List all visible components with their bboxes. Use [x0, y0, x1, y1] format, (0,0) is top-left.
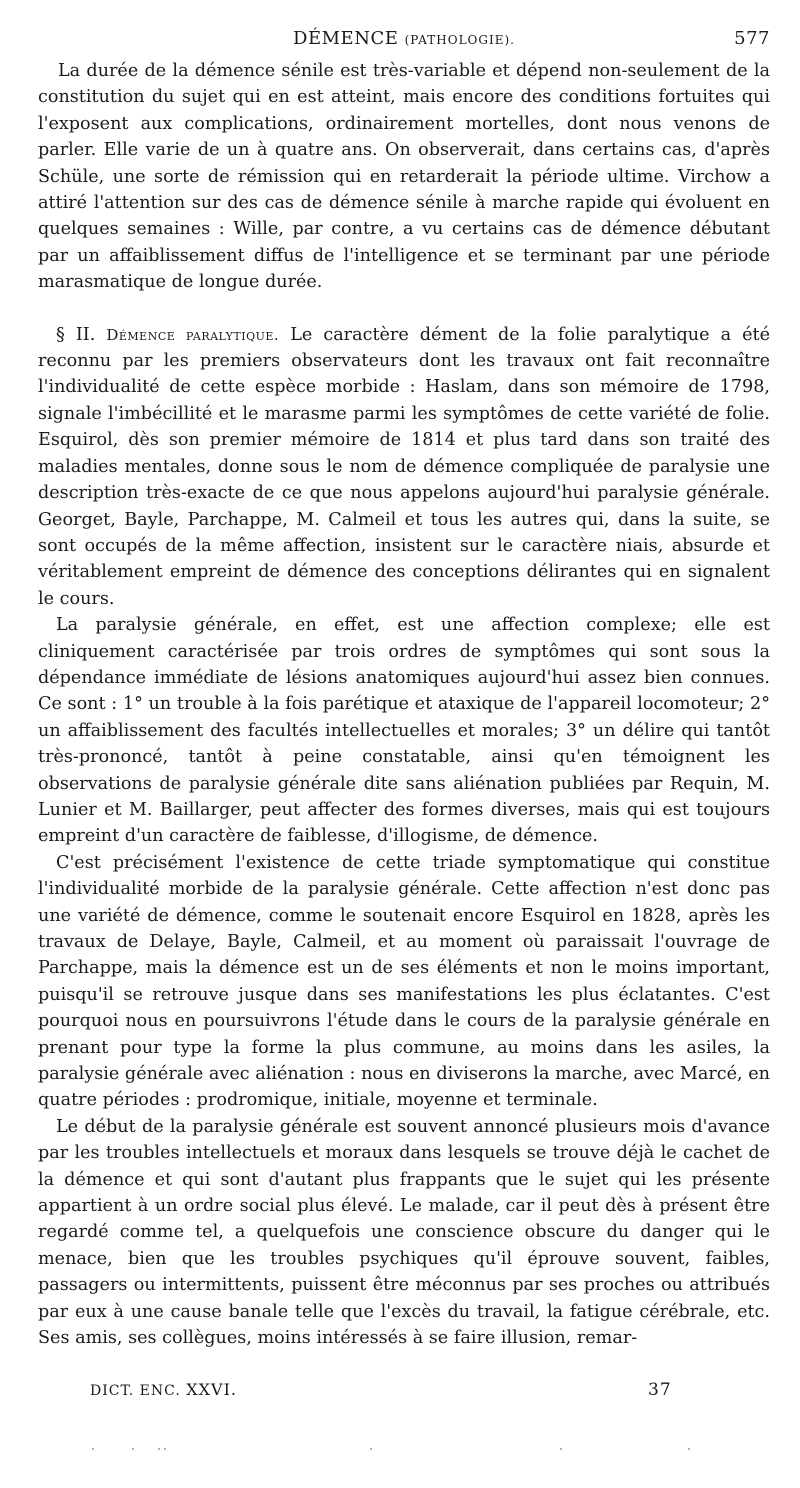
- article-body: [38, 58, 770, 1352]
- speck: [164, 1448, 166, 1450]
- paragraph-senile-duration: La durée de la démence sénile est très-variable et dépend non-seulement de la constitution du sujet qui en est atteint, mais encore des conditions fortuites qui l'exposent aux complications, ordinairement mortelles, dont nous venons de parler. Elle varie de un à quatre ans. On observerait, dans certains cas, d'après Schüle, une sorte de rémission qui en retarderait la période ultime. Virchow a attiré l'attention sur des cas de démence sénile à marche rapide qui évoluent en quelques semaines : Wille, par contre, a vu certains cas de démence débutant par un affaiblissement diffus de l'intelligence et se terminant par une période marasmatique de longue durée.: [38, 61, 770, 293]
- paragraph-section-two: [38, 322, 770, 612]
- section-number: § II.: [56, 324, 96, 345]
- section-heading: Démence paralytique.: [106, 325, 280, 344]
- paragraph-complex-affection: La paralysie générale, en effet, est une affection complexe; elle est cliniquement caractérisée par trois ordres de symptômes qui sont sous la dépendance immédiate de lésions anatomiques aujourd'hui assez bien connues. Ce sont : 1° un trouble à la fois parétique et ataxique de l'appareil locomoteur; 2° un affaiblissement des facultés intellectuelles et morales; 3° un délire qui tantôt très-prononcé, tantôt à peine constatable, ainsi qu'en témoignent les observations de paralysie générale dite sans aliénation publiées par Requin, M. Lunier et M. Baillarger, peut affecter des formes diverses, mais qui est toujours empreint d'un caractère de faiblesse, d'illogisme, de démence.: [38, 615, 770, 847]
- running-title: [38, 28, 770, 49]
- sheet-number: 37: [648, 1380, 672, 1400]
- paragraph-onset: Le début de la paralysie générale est souvent annoncé plusieurs mois d'avance par les troubles intellectuels et moraux dans lesquels se trouve déjà le cachet de la démence et qui sont d'autant plus frappants que le sujet qui les présente appartient à un ordre social plus élevé. Le malade, car il peut dès à présent être regardé comme tel, a quelquefois une conscience obscure du danger qui le menace, bien que les troubles psychiques qu'il éprouve souvent, faibles, passagers ou intermittents, puissent être méconnus par ses proches ou attribués par eux à une cause banale telle que l'excès du travail, la fatigue cérébrale, etc. Ses amis, ses collègues, moins intéressés à se faire illusion, remar-: [38, 1116, 770, 1349]
- speck: [560, 1448, 562, 1450]
- speck: [688, 1448, 690, 1450]
- signature-volume: XXVI.: [186, 1380, 237, 1399]
- signature-mark: [90, 1380, 237, 1399]
- scan-specks: [90, 1448, 690, 1454]
- running-header: [38, 28, 770, 58]
- speck: [370, 1448, 372, 1450]
- speck: [92, 1448, 94, 1450]
- page-footer: [90, 1380, 690, 1404]
- page: [38, 28, 770, 1352]
- section-gap: [38, 296, 770, 322]
- section-text: Le caractère dément de la folie paralytique a été reconnu par les premiers observateurs dont les travaux ont fait reconnaître l'individualité de cette espèce morbide : Haslam, dans son mémoire de 1798, signale l'imbécillité et le marasme parmi les symptômes de cette variété de folie. Esquirol, dès son premier mémoire de 1814 et plus tard dans son traité des maladies mentales, donne sous le nom de démence compliquée de paralysie une description très-exacte de ce que nous appelons aujourd'hui paralysie générale. Georget, Bayle, Parchappe, M. Calmeil et tous les autres qui, dans la suite, se sont occupés de la même affection, insistent sur le caractère niais, absurde et véritablement empreint de démence des conceptions délirantes qui en signalent le cours.: [38, 324, 770, 609]
- signature-prefix: DICT. ENC.: [90, 1383, 181, 1399]
- speck: [132, 1448, 134, 1450]
- running-title-subtitle: (PATHOLOGIE).: [404, 33, 515, 47]
- paragraph-triad: C'est précisément l'existence de cette triade symptomatique qui constitue l'individualité morbide de la paralysie générale. Cette affection n'est donc pas une variété de démence, comme le soutenait encore Esquirol en 1828, après les travaux de Delaye, Bayle, Calmeil, et au moment où paraissait l'ouvrage de Parchappe, mais la démence est un de ses éléments et non le moins important, puisqu'il se retrouve jusque dans ses manifestations les plus éclatantes. C'est pourquoi nous en poursuivrons l'étude dans le cours de la paralysie générale en prenant pour type la forme la plus commune, au moins dans les asiles, la paralysie générale avec aliénation : nous en diviserons la marche, avec Marcé, en quatre périodes : prodromique, initiale, moyenne et terminale.: [38, 852, 770, 1111]
- page-number: 577: [734, 28, 770, 49]
- running-title-main: DÉMENCE: [293, 28, 399, 49]
- speck: [158, 1448, 160, 1450]
